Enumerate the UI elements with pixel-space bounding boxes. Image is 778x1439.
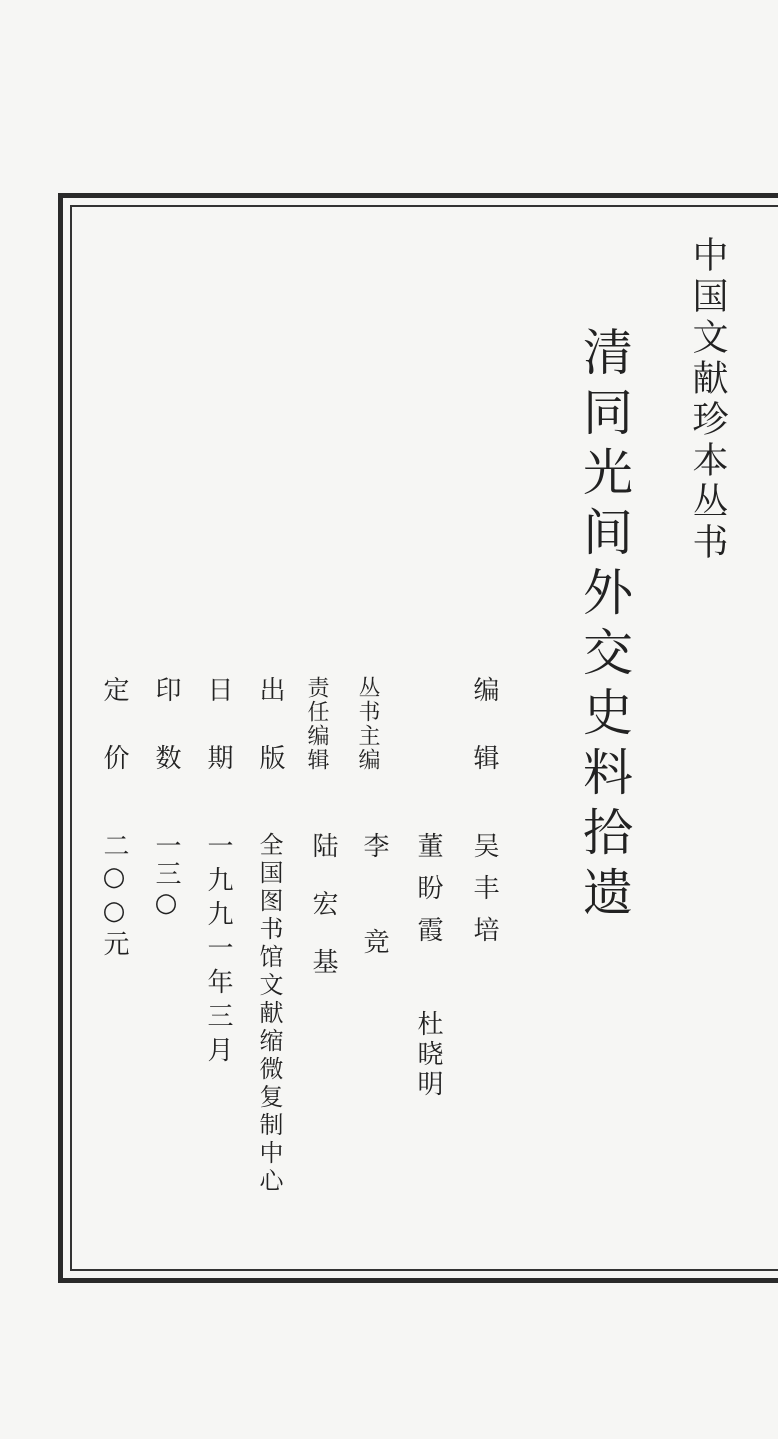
credit-value-print-run: 一三○ xyxy=(151,832,181,920)
credit-value-date: 一九九一年三月 xyxy=(203,832,233,1070)
credit-value-coeditors: 董盼霞 xyxy=(413,832,443,958)
series-title: 中国文献珍本丛书 xyxy=(687,236,728,564)
credit-label-price: 定价 xyxy=(99,676,129,812)
credit-value-responsible-editor: 陆宏基 xyxy=(308,832,338,1006)
credit-label-publisher: 出版 xyxy=(255,676,285,812)
credit-label-responsible-editor: 责任编辑 xyxy=(304,676,329,772)
credit-value-series-editor: 李竞 xyxy=(359,832,389,1024)
credit-label-date: 日期 xyxy=(203,676,233,812)
credit-value-coeditor-2: 杜晓明 xyxy=(413,1010,443,1100)
credit-label-print-run: 印数 xyxy=(151,676,181,812)
credit-value-publisher: 全国图书馆文献缩微复制中心 xyxy=(255,832,283,1196)
credit-label-editor: 编辑 xyxy=(469,676,499,812)
credit-value-editor: 吴丰培 xyxy=(469,832,499,958)
book-title: 清同光间外交史料拾遗 xyxy=(575,326,633,926)
credit-value-price: 二○○元 xyxy=(99,832,129,960)
credit-label-series-editor: 丛书主编 xyxy=(355,676,380,772)
